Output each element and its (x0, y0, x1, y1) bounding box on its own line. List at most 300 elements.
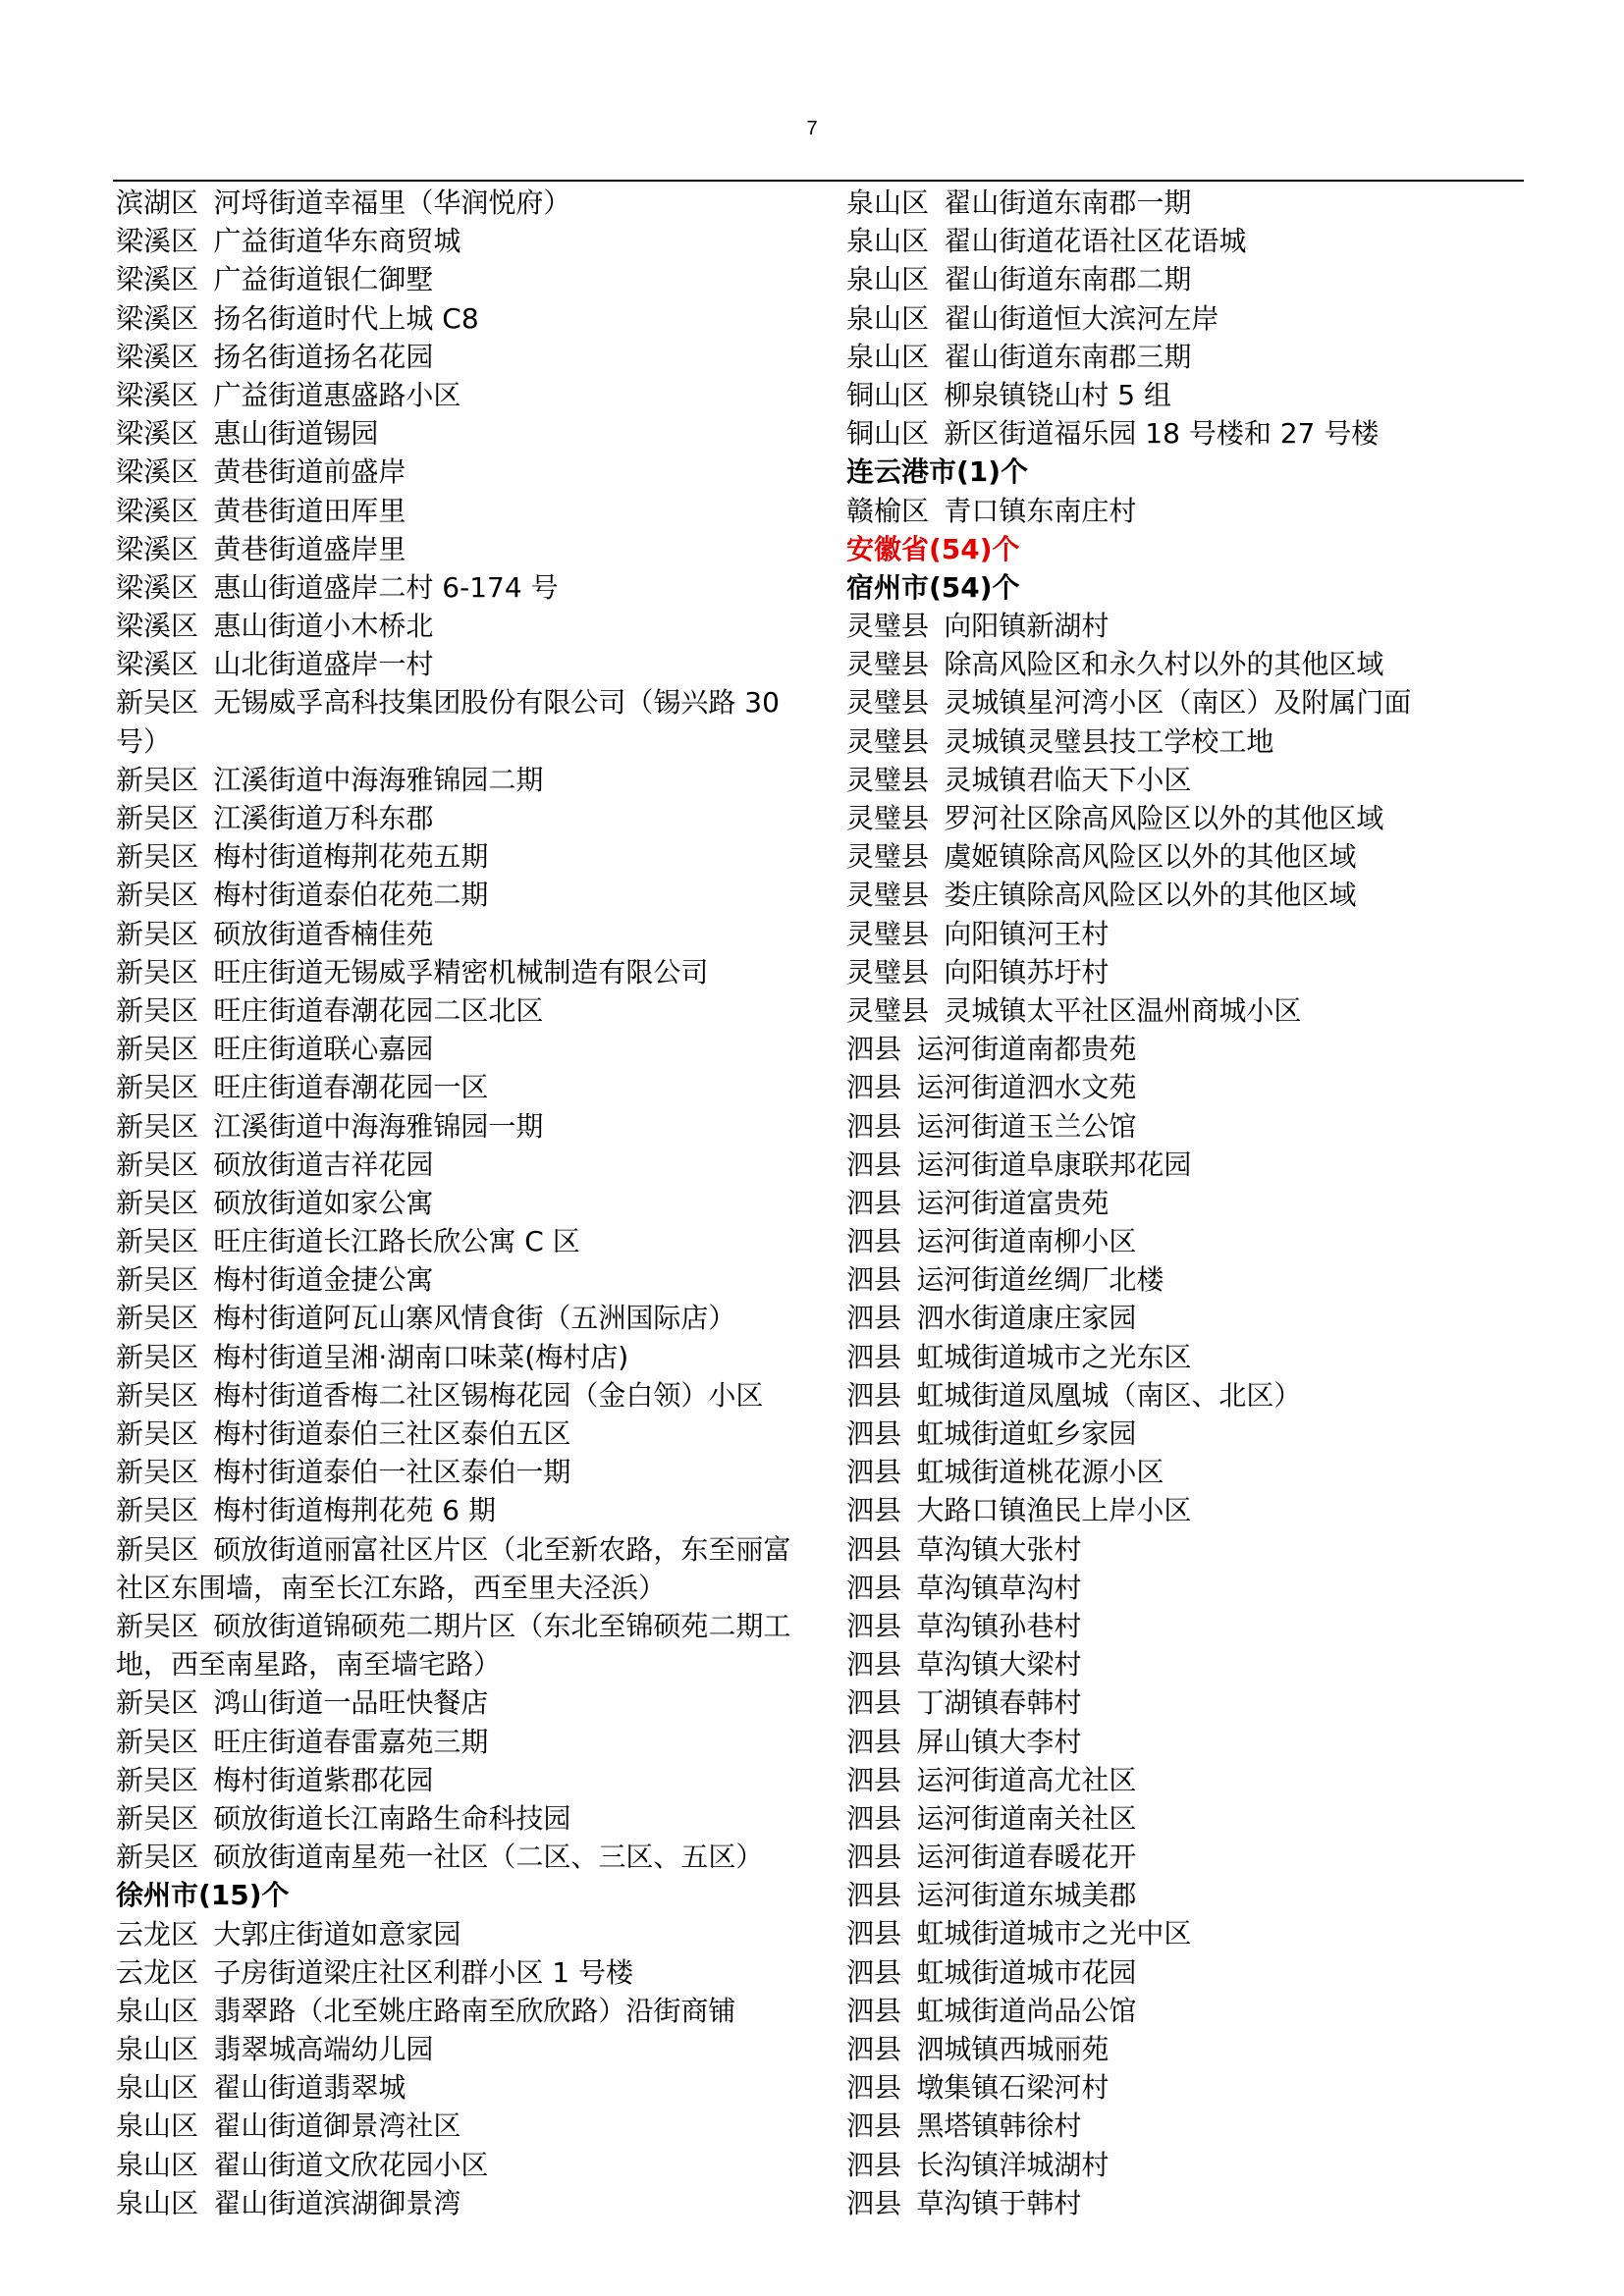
list-item (846, 876, 1524, 914)
district-name: 泗县 (846, 1186, 902, 1219)
district-name: 梁溪区 (116, 378, 199, 411)
list-item (116, 492, 803, 530)
district-name: 泉山区 (116, 2071, 199, 2105)
list-item (846, 1107, 1524, 1146)
list-item (116, 299, 803, 338)
location-name: 草沟镇孙巷村 (916, 1609, 1082, 1642)
district-name: 泉山区 (116, 2033, 199, 2066)
list-item (116, 530, 803, 568)
list-item (846, 2030, 1524, 2068)
district-name: 新吴区 (116, 1033, 199, 1066)
list-item (846, 260, 1524, 298)
district-name: 泗县 (846, 1302, 902, 1335)
location-name: 运河街道泗水文苑 (916, 1071, 1137, 1104)
list-item (846, 1415, 1524, 1453)
list-item (846, 1761, 1524, 1799)
location-name: 翟山街道御景湾社区 (213, 2109, 461, 2143)
list-item (116, 1299, 803, 1337)
list-item (846, 1299, 1524, 1337)
location-name: 扬名街道时代上城 C8 (213, 301, 479, 335)
list-item (846, 1338, 1524, 1376)
location-name: 灵城镇君临天下小区 (944, 763, 1192, 796)
list-item (846, 1184, 1524, 1222)
list-item (846, 607, 1524, 645)
location-name: 新区街道福乐园 18 号楼和 27 号楼 (944, 417, 1380, 451)
list-item (846, 1876, 1524, 1914)
list-item (116, 1992, 803, 2030)
list-item (116, 2146, 803, 2184)
list-item (846, 722, 1524, 761)
location-name: 扬名街道扬名花园 (213, 340, 434, 373)
district-name: 新吴区 (116, 1725, 199, 1758)
header-rule (113, 180, 1524, 182)
location-name: 无锡威孚高科技集团股份有限公司（锡兴路 30 号） (116, 686, 780, 758)
district-name: 新吴区 (116, 1071, 199, 1104)
list-item (846, 338, 1524, 376)
list-item (116, 1415, 803, 1453)
list-item (116, 414, 803, 453)
location-name: 梅村街道梅荆花苑五期 (213, 840, 489, 874)
list-item (846, 2184, 1524, 2222)
district-name: 新吴区 (116, 763, 199, 796)
district-name: 泗县 (846, 1955, 902, 1989)
list-item (116, 1453, 803, 1491)
district-name: 梁溪区 (116, 225, 199, 258)
location-name: 翟山街道翡翠城 (213, 2071, 406, 2105)
district-name: 梁溪区 (116, 570, 199, 604)
list-item (116, 1107, 803, 1146)
location-name: 硕放街道吉祥花园 (213, 1148, 434, 1181)
location-name: 运河街道春暖花开 (916, 1841, 1137, 1874)
location-name: 灵城镇星河湾小区（南区）及附属门面 (944, 686, 1412, 720)
district-name: 铜山区 (846, 378, 930, 411)
district-name: 泗县 (846, 1378, 902, 1412)
location-name: 黄巷街道田厍里 (213, 494, 406, 527)
location-name: 梅村街道紫郡花园 (213, 1763, 434, 1796)
list-item (116, 453, 803, 491)
right-column (846, 184, 1524, 2222)
district-name: 梁溪区 (116, 340, 199, 373)
list-item (846, 1645, 1524, 1683)
list-item (846, 1146, 1524, 1184)
list-item (116, 991, 803, 1030)
district-name: 灵璧县 (846, 724, 930, 758)
district-name: 梁溪区 (116, 417, 199, 451)
district-name: 灵璧县 (846, 648, 930, 681)
list-item (116, 683, 803, 760)
location-name: 虹城街道城市之光东区 (916, 1340, 1192, 1373)
location-name: 运河街道阜康联邦花园 (916, 1148, 1192, 1181)
list-item (116, 799, 803, 837)
district-name: 泗县 (846, 1763, 902, 1796)
list-item (846, 1260, 1524, 1299)
location-name: 硕放街道南星苑一社区（二区、三区、五区） (213, 1841, 764, 1874)
location-name: 梅村街道香梅二社区锡梅花园（金白领）小区 (213, 1378, 764, 1412)
location-name: 翟山街道东南郡一期 (944, 187, 1192, 219)
district-name: 灵璧县 (846, 917, 930, 950)
district-name: 泗县 (846, 2071, 902, 2105)
district-name: 灵璧县 (846, 686, 930, 720)
list-item (116, 1146, 803, 1184)
list-item (116, 338, 803, 376)
list-item (846, 1683, 1524, 1722)
district-name: 泗县 (846, 1609, 902, 1642)
district-name: 泗县 (846, 1456, 902, 1489)
location-name: 罗河社区除高风险区以外的其他区域 (944, 802, 1384, 834)
district-name: 新吴区 (116, 1532, 199, 1566)
location-name: 虹城街道城市之光中区 (916, 1917, 1192, 1950)
district-name: 梁溪区 (116, 301, 199, 335)
location-name: 草沟镇大梁村 (916, 1648, 1082, 1682)
district-name: 梁溪区 (116, 532, 199, 565)
location-name: 草沟镇于韩村 (916, 2186, 1082, 2219)
district-name: 灵璧县 (846, 840, 930, 874)
district-name: 新吴区 (116, 1686, 199, 1720)
list-item (116, 184, 803, 222)
list-item (116, 607, 803, 645)
location-name: 草沟镇大张村 (916, 1532, 1082, 1566)
location-name: 灵城镇太平社区温州商城小区 (944, 993, 1302, 1027)
list-item (116, 2107, 803, 2145)
district-name: 灵璧县 (846, 993, 930, 1027)
location-name: 大郭庄街道如意家园 (213, 1917, 461, 1950)
list-item (116, 1607, 803, 1683)
list-item (846, 1030, 1524, 1068)
district-name: 泉山区 (846, 301, 930, 335)
city-heading: 连云港市(1)个 (846, 455, 1029, 489)
list-item (116, 1068, 803, 1106)
list-item (116, 568, 803, 607)
list-item (116, 1723, 803, 1761)
district-name: 新吴区 (116, 1186, 199, 1219)
list-item (116, 1761, 803, 1799)
location-name: 梅村街道泰伯一社区泰伯一期 (213, 1456, 571, 1489)
location-name: 翡翠城高端幼儿园 (213, 2033, 434, 2066)
location-name: 江溪街道中海海雅锦园一期 (213, 1109, 544, 1143)
district-name: 泗县 (846, 1148, 902, 1181)
location-name: 黄巷街道盛岸里 (213, 532, 406, 565)
list-item (116, 1260, 803, 1299)
location-name: 向阳镇河王村 (944, 917, 1110, 950)
list-item (116, 1799, 803, 1838)
location-name: 长沟镇洋城湖村 (916, 2148, 1110, 2181)
district-name: 新吴区 (116, 1109, 199, 1143)
district-name: 新吴区 (116, 686, 199, 720)
list-item (846, 1953, 1524, 1992)
district-name: 泉山区 (116, 2148, 199, 2181)
district-name: 泗县 (846, 1109, 902, 1143)
district-name: 铜山区 (846, 417, 930, 451)
list-item (846, 1838, 1524, 1876)
list-item (116, 1683, 803, 1722)
location-name: 除高风险区和永久村以外的其他区域 (944, 648, 1384, 681)
location-name: 翟山街道花语社区花语城 (944, 225, 1247, 258)
location-name: 翟山街道东南郡三期 (944, 340, 1192, 373)
district-name: 新吴区 (116, 802, 199, 835)
district-name: 泉山区 (846, 340, 930, 373)
district-name: 泗县 (846, 1725, 902, 1758)
location-name: 灵城镇灵璧县技工学校工地 (944, 724, 1274, 758)
location-name: 娄庄镇除高风险区以外的其他区域 (944, 879, 1357, 912)
city-heading: 宿州市(54)个 (846, 570, 1020, 604)
location-name: 运河街道高尤社区 (916, 1763, 1137, 1796)
district-name: 新吴区 (116, 955, 199, 988)
list-item (846, 1453, 1524, 1491)
list-item (846, 492, 1524, 530)
location-name: 广益街道惠盛路小区 (213, 378, 461, 411)
list-item (846, 1799, 1524, 1838)
list-item (116, 2184, 803, 2222)
location-name: 硕放街道香楠佳苑 (213, 917, 434, 950)
location-name: 翡翠路（北至姚庄路南至欣欣路）沿街商铺 (213, 1994, 736, 2027)
list-item (846, 1914, 1524, 1952)
location-name: 旺庄街道长江路长欣公寓 C 区 (213, 1225, 580, 1258)
district-name: 泗县 (846, 1841, 902, 1874)
page-number: 7 (806, 118, 818, 139)
list-item (846, 1222, 1524, 1260)
district-name: 泗县 (846, 1071, 902, 1104)
location-name: 运河街道南关社区 (916, 1801, 1137, 1835)
district-name: 新吴区 (116, 1801, 199, 1835)
list-item (116, 2030, 803, 2068)
left-column (116, 184, 803, 2222)
district-name: 泗县 (846, 2033, 902, 2065)
location-name: 柳泉镇铙山村 5 组 (944, 378, 1172, 411)
list-item (846, 1376, 1524, 1415)
location-name: 硕放街道如家公寓 (213, 1186, 434, 1219)
district-name: 泗县 (846, 1648, 902, 1682)
district-name: 灵璧县 (846, 955, 930, 988)
district-name: 新吴区 (116, 840, 199, 874)
district-name: 泗县 (846, 1417, 902, 1450)
location-name: 虹城街道凤凰城（南区、北区） (916, 1378, 1302, 1412)
location-name: 虞姬镇除高风险区以外的其他区域 (944, 840, 1357, 874)
location-name: 草沟镇草沟村 (916, 1571, 1082, 1604)
district-name: 灵璧县 (846, 879, 930, 912)
district-name: 新吴区 (116, 1225, 199, 1258)
list-item (116, 1338, 803, 1376)
list-item (846, 1068, 1524, 1106)
location-name: 硕放街道丽富社区片区（北至新农路，东至丽富社区东围墙，南至长江东路，西至里夫泾浜） (116, 1532, 791, 1604)
list-item (846, 376, 1524, 414)
district-name: 泗县 (846, 1801, 902, 1835)
district-name: 泉山区 (116, 2109, 199, 2143)
district-name: 新吴区 (116, 1494, 199, 1527)
list-item (116, 837, 803, 876)
location-name: 翟山街道东南郡二期 (944, 263, 1192, 296)
list-item (846, 184, 1524, 222)
location-name: 惠山街道盛岸二村 6-174 号 (213, 570, 559, 604)
district-name: 泗县 (846, 1879, 902, 1912)
list-item (116, 876, 803, 914)
location-name: 梅村街道金捷公寓 (213, 1263, 434, 1297)
location-name: 黑塔镇韩徐村 (916, 2109, 1082, 2143)
list-item (846, 837, 1524, 876)
location-name: 江溪街道中海海雅锦园二期 (213, 763, 544, 796)
list-item (116, 1376, 803, 1415)
district-name: 泗县 (846, 1532, 902, 1566)
location-name: 广益街道华东商贸城 (213, 225, 461, 258)
location-name: 运河街道丝绸厂北楼 (916, 1263, 1164, 1297)
district-name: 泗县 (846, 1571, 902, 1604)
location-name: 泗城镇西城丽苑 (916, 2033, 1110, 2065)
location-name: 翟山街道文欣花园小区 (213, 2148, 489, 2181)
location-name: 旺庄街道联心嘉园 (213, 1033, 434, 1066)
list-item (116, 761, 803, 799)
location-name: 运河街道东城美郡 (916, 1879, 1137, 1912)
district-name: 云龙区 (116, 1917, 199, 1950)
district-name: 新吴区 (116, 1302, 199, 1335)
district-name: 新吴区 (116, 1841, 199, 1874)
district-name: 泗县 (846, 1033, 902, 1066)
district-name: 梁溪区 (116, 610, 199, 643)
district-name: 泗县 (846, 1994, 902, 2027)
district-name: 新吴区 (116, 879, 199, 912)
list-item (116, 222, 803, 260)
location-name: 向阳镇苏圩村 (944, 955, 1110, 988)
location-name: 大路口镇渔民上岸小区 (916, 1494, 1192, 1527)
list-item (846, 953, 1524, 991)
list-item (846, 799, 1524, 837)
list-item (846, 2107, 1524, 2145)
list-item (116, 1530, 803, 1607)
district-name: 梁溪区 (116, 455, 199, 489)
list-item (116, 953, 803, 991)
district-name: 梁溪区 (116, 263, 199, 296)
district-name: 新吴区 (116, 1763, 199, 1796)
location-name: 硕放街道长江南路生命科技园 (213, 1801, 571, 1835)
location-name: 泗水街道康庄家园 (916, 1302, 1137, 1335)
district-name: 新吴区 (116, 1456, 199, 1489)
district-name: 梁溪区 (116, 494, 199, 527)
location-name: 虹城街道尚品公馆 (916, 1994, 1137, 2027)
location-name: 翟山街道滨湖御景湾 (213, 2186, 461, 2219)
district-name: 泉山区 (116, 2186, 199, 2219)
district-name: 泗县 (846, 1686, 902, 1720)
district-name: 泗县 (846, 1263, 902, 1297)
location-name: 硕放街道锦硕苑二期片区（东北至锦硕苑二期工地，西至南星路，南至墙宅路） (116, 1610, 791, 1682)
location-name: 青口镇东南庄村 (944, 494, 1137, 527)
district-name: 新吴区 (116, 1417, 199, 1451)
list-item (116, 645, 803, 683)
location-name: 山北街道盛岸一村 (213, 648, 434, 681)
location-name: 广益街道银仁御墅 (213, 263, 434, 296)
district-name: 灵璧县 (846, 610, 930, 643)
location-name: 运河街道玉兰公馆 (916, 1109, 1137, 1143)
location-name: 虹城街道虹乡家园 (916, 1417, 1137, 1450)
district-name: 泗县 (846, 2109, 902, 2143)
location-name: 梅村街道呈湘·湖南口味菜(梅村店) (213, 1340, 629, 1373)
district-name: 云龙区 (116, 1955, 199, 1989)
list-item (846, 1723, 1524, 1761)
location-name: 虹城街道城市花园 (916, 1955, 1137, 1989)
list-item (846, 1607, 1524, 1645)
location-name: 向阳镇新湖村 (944, 610, 1110, 643)
location-name: 子房街道梁庄社区利群小区 1 号楼 (213, 1955, 634, 1989)
list-item (116, 260, 803, 298)
location-name: 旺庄街道春雷嘉苑三期 (213, 1725, 489, 1758)
location-name: 运河街道南柳小区 (916, 1225, 1137, 1258)
location-name: 运河街道富贵苑 (916, 1186, 1110, 1219)
district-name: 泉山区 (846, 225, 930, 258)
location-name: 屏山镇大李村 (916, 1725, 1082, 1758)
list-item (116, 1030, 803, 1068)
district-name: 新吴区 (116, 1148, 199, 1181)
district-name: 新吴区 (116, 1378, 199, 1412)
list-item (116, 915, 803, 953)
list-item (116, 1915, 803, 1953)
district-name: 泗县 (846, 1225, 902, 1258)
district-name: 新吴区 (116, 1263, 199, 1297)
list-item (846, 645, 1524, 683)
district-name: 梁溪区 (116, 648, 199, 681)
list-item (846, 761, 1524, 799)
district-name: 新吴区 (116, 993, 199, 1027)
district-name: 滨湖区 (116, 187, 199, 219)
district-name: 泗县 (846, 1917, 902, 1950)
list-item (116, 1953, 803, 1992)
location-name: 旺庄街道无锡威孚精密机械制造有限公司 (213, 955, 709, 988)
list-item (846, 2146, 1524, 2184)
province-heading: 安徽省(54)个 (846, 532, 1020, 565)
city-heading: 徐州市(15)个 (116, 1879, 290, 1912)
list-item (116, 376, 803, 414)
location-name: 黄巷街道前盛岸 (213, 455, 406, 489)
location-name: 江溪街道万科东郡 (213, 802, 434, 835)
list-item (846, 1491, 1524, 1529)
district-name: 泗县 (846, 2148, 902, 2181)
location-name: 鸿山街道一品旺快餐店 (213, 1686, 489, 1720)
district-name: 新吴区 (116, 1610, 199, 1642)
district-name: 新吴区 (116, 1340, 199, 1373)
location-name: 梅村街道阿瓦山寨风情食街（五洲国际店） (213, 1302, 736, 1335)
list-item (116, 2068, 803, 2107)
location-name: 虹城街道桃花源小区 (916, 1456, 1164, 1489)
location-name: 翟山街道恒大滨河左岸 (944, 301, 1219, 335)
district-name: 赣榆区 (846, 494, 930, 527)
list-item (846, 1992, 1524, 2030)
location-name: 梅村街道泰伯花苑二期 (213, 879, 489, 912)
district-name: 灵璧县 (846, 763, 930, 796)
location-name: 梅村街道梅荆花苑 6 期 (213, 1494, 497, 1527)
district-name: 泉山区 (846, 187, 930, 219)
list-item (846, 915, 1524, 953)
list-item (116, 1838, 803, 1876)
location-name: 河埒街道幸福里（华润悦府） (213, 187, 571, 219)
district-name: 泉山区 (846, 263, 930, 296)
list-item (846, 2068, 1524, 2107)
location-name: 惠山街道锡园 (213, 417, 379, 451)
district-name: 新吴区 (116, 917, 199, 950)
list-item (116, 1184, 803, 1222)
location-name: 运河街道南都贵苑 (916, 1033, 1137, 1066)
location-name: 惠山街道小木桥北 (213, 610, 434, 643)
location-name: 梅村街道泰伯三社区泰伯五区 (213, 1417, 571, 1451)
list-item (846, 683, 1524, 721)
location-name: 旺庄街道春潮花园一区 (213, 1071, 489, 1104)
district-name: 泗县 (846, 2186, 902, 2219)
list-item (846, 222, 1524, 260)
list-item (846, 299, 1524, 338)
location-name: 墩集镇石梁河村 (916, 2071, 1110, 2105)
list-item (846, 1530, 1524, 1569)
district-name: 泗县 (846, 1340, 902, 1373)
list-item (116, 1491, 803, 1529)
list-item (846, 991, 1524, 1030)
location-name: 丁湖镇春韩村 (916, 1686, 1082, 1720)
list-item (846, 1569, 1524, 1607)
location-name: 旺庄街道春潮花园二区北区 (213, 993, 544, 1027)
